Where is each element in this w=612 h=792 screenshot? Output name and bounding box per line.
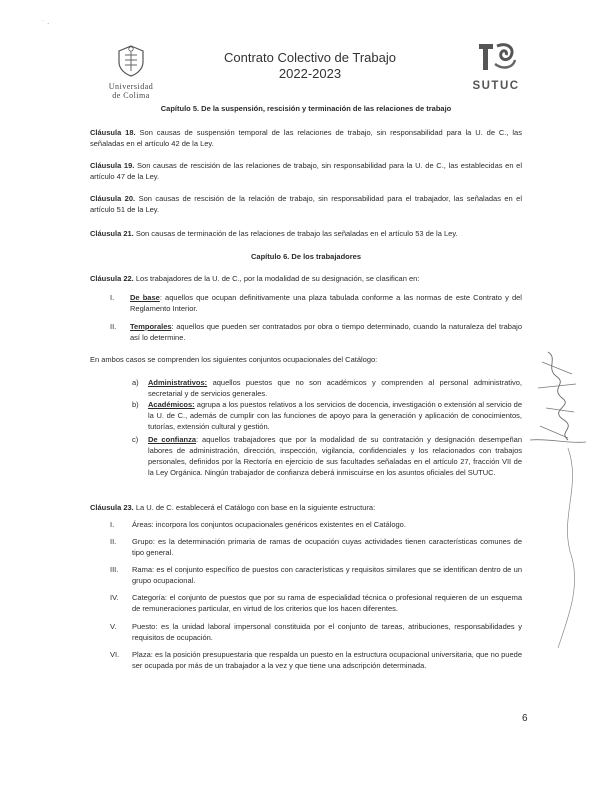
list-text: agrupa a los puestos relativos a los servicios de docencia, investigación o extensión al servicio de la U. de C., además de cumplir con las funciones de apoyo para la generación y aplicación de conocimientos, tutorías, extensión cultural y gestión. [148,400,522,431]
list-item-body [148,435,522,479]
clausula-22 [90,274,522,285]
list-text: : aquellos que ocupan definitivamente una plaza tabulada conforme a las normas de este Contrato y del Reglamento Interior. [130,293,522,313]
list-item [110,293,522,315]
list-term: De base [130,293,160,302]
list-term: Académicos: [148,400,195,409]
list-text: Plaza: es la posición presupuestaria que respalda un puesto en la estructura ocupacional universitaria, que no puede ser ocupada por más de un trabajador a la vez y que tiene una adscripción determinada. [132,650,522,670]
list-text: aquellos puestos que no son académicos y comprenden al personal administrativo, secretarial y de servicios generales. [148,378,522,398]
list-marker: II. [110,322,117,331]
list-term: Temporales [130,322,172,331]
clausula-20 [90,194,522,216]
union-logo [464,40,528,95]
list-text: : aquellos trabajadores que por la modalidad de su contratación y designación desempeñan labores de administración, dirección, inspección, vigilancia, confidenciales y los relacionados con trabajos personales, definidos por la Rectoría en ejercicio de sus facultades señaladas en el artículo 27, fracción VII de la Ley Orgánica. Ningún trabajador de confianza deberá inmiscuirse en los asuntos oficiales del SUTUC. [148,435,522,477]
page-number: 6 [522,713,528,724]
ambos-casos-text: En ambos casos se comprenden los siguientes conjuntos ocupacionales del Catálogo: [90,355,378,364]
list-item [110,520,522,531]
list-text: Rama: es el conjunto específico de puestos con características y requisitos similares que se identifican dentro de un grupo ocupacional. [132,565,522,585]
list-marker: II. [110,537,117,546]
signature-scribble-icon [528,348,588,668]
list-marker: a) [132,378,139,387]
university-shield-icon [114,44,148,78]
list-item [110,537,522,559]
list-text: : aquellos que pueden ser contratados por obra o tiempo determinado, cuando la naturaleza del trabajo así lo determine. [130,322,522,342]
clausula-22-intro: Los trabajadores de la U. de C., por la modalidad de su designación, se clasifican en: [135,274,420,283]
clausula-19-label: Cláusula 19. [90,161,135,170]
list-text: Puesto: es la unidad laboral impersonal constituida por el conjunto de tareas, atribuciones, responsabilidades y requisitos de ocupación. [132,622,522,642]
clausula-21-text: Son causas de terminación de las relaciones de trabajo las señaladas en el artículo 53 de la Ley. [135,229,458,238]
clausula-23-intro: La U. de C. establecerá el Catálogo con base en la siguiente estructura: [135,503,376,512]
list-item-body [130,293,522,315]
clausula-19-text: Son causas de rescisión de las relaciones de trabajo, sin responsabilidad para la U. de C., las establecidas en el artículo 47 de la Ley. [90,161,522,181]
list-term: De confianza [148,435,197,444]
list-text: Categoría: el conjunto de puestos que por su rama de especialidad técnica o profesional requieren de un esquema de remuneraciones particular, en virtud de los criterios que los hacen diferentes. [132,593,522,613]
list-item [110,650,522,672]
clausula-19 [90,161,522,183]
list-marker: I. [110,520,115,529]
list-item [110,622,522,644]
clausula-18-label: Cláusula 18. [90,128,136,137]
university-name-line2: de Colima [112,91,150,101]
list-marker: c) [132,435,139,444]
sutuc-emblem-icon [473,40,519,74]
university-name-line1: Universidad [108,81,154,91]
clausula-21 [90,229,522,240]
list-marker: VI. [110,650,120,659]
list-item-body [148,378,522,400]
list-item-body [148,400,522,433]
list-marker: I. [110,293,115,302]
list-marker: III. [110,565,119,574]
union-name: SUTUC [472,79,520,92]
list-text: Grupo: es la determinación primaria de ramas de ocupación cuyas actividades tienen características comunes de tipo general. [132,537,522,557]
clausula-20-text: Son causas de rescisión de la relación de trabajo, sin responsabilidad para el trabajador, las señaladas en el artículo 51 de la Ley. [90,194,522,214]
clausula-22-label: Cláusula 22. [90,274,134,283]
clausula-18-text: Son causas de suspensión temporal de las relaciones de trabajo, sin responsabilidad para la U. de C., las señaladas en el artículo 42 de la Ley. [90,128,522,148]
list-item-body [130,322,522,344]
list-item [110,322,522,344]
list-item [132,378,522,400]
list-item [110,565,522,587]
clausula-18 [90,128,522,150]
list-item [110,593,522,615]
list-marker: b) [132,400,139,409]
list-item [132,400,522,433]
list-text: Áreas: incorpora los conjuntos ocupacionales genéricos existentes en el Catálogo. [132,520,406,529]
handwritten-signature [528,348,588,672]
chapter-6-title: Capítulo 6. De los trabajadores [250,252,362,261]
list-term: Administrativos: [148,378,208,387]
clausula-21-label: Cláusula 21. [90,229,134,238]
university-logo [96,44,166,101]
title-line1: Contrato Colectivo de Trabajo [224,50,396,65]
title-line2: 2022-2023 [278,66,342,82]
clausula-23 [90,503,522,514]
document-title [200,50,420,83]
chapter-5-title: Capítulo 5. De la suspensión, rescisión y terminación de las relaciones de trabajo [160,104,452,113]
clausula-23-label: Cláusula 23. [90,503,134,512]
clausula-20-label: Cláusula 20. [90,194,136,203]
list-marker: IV. [110,593,119,602]
corner-mark: ˙ · [42,19,50,28]
list-item [132,435,522,479]
list-marker: V. [110,622,117,631]
